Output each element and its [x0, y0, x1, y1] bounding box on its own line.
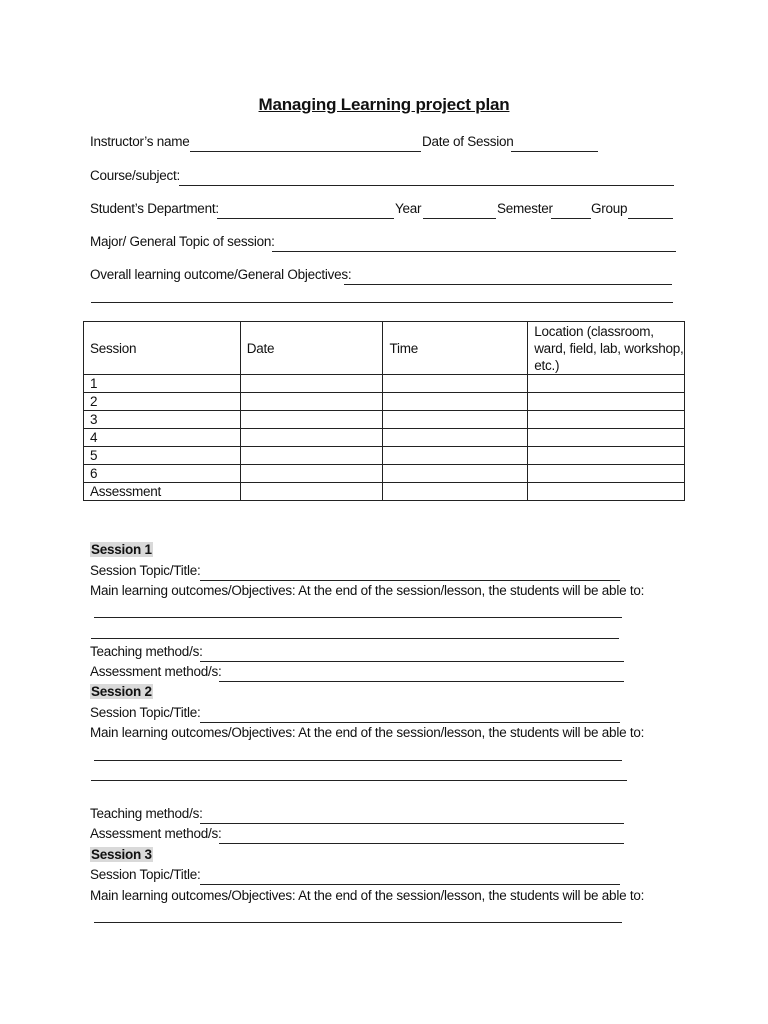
student-department-label: Student’s Department: — [90, 201, 219, 216]
table-row — [84, 429, 685, 447]
table-header-row — [84, 322, 685, 375]
date-cell[interactable] — [240, 393, 383, 411]
overall-outcome-field[interactable] — [344, 266, 672, 285]
session-2-assessment-field[interactable] — [219, 825, 624, 844]
time-cell[interactable] — [383, 411, 528, 429]
row-label: 3 — [84, 411, 241, 429]
row-label: 2 — [84, 393, 241, 411]
row-label: 4 — [84, 429, 241, 447]
location-cell[interactable] — [528, 465, 685, 483]
date-cell[interactable] — [240, 375, 383, 393]
session-1-teaching-label: Teaching method/s: — [90, 644, 203, 659]
session-2-heading-text: Session 2 — [91, 684, 152, 699]
student-department-field[interactable] — [217, 200, 394, 219]
session-3-topic-field[interactable] — [200, 866, 620, 885]
location-cell[interactable] — [528, 447, 685, 465]
location-cell[interactable] — [528, 429, 685, 447]
page-title: Managing Learning project plan — [258, 95, 510, 114]
date-cell[interactable] — [240, 429, 383, 447]
year-field[interactable] — [423, 200, 496, 219]
year-label: Year — [395, 201, 422, 216]
column-header-session: Session — [84, 322, 241, 375]
row-label: Assessment — [84, 483, 241, 501]
major-topic-field[interactable] — [272, 233, 676, 252]
session-3-heading-text: Session 3 — [91, 847, 152, 862]
session-2-outcomes-line-1[interactable] — [94, 760, 622, 761]
course-subject-field[interactable] — [179, 167, 674, 186]
session-2-outcomes-label: Main learning outcomes/Objectives: At the end of the session/lesson, the students will be able to: — [90, 725, 645, 740]
overall-outcome-label: Overall learning outcome/General Objectives: — [90, 267, 352, 282]
session-1-outcomes-line-1[interactable] — [94, 617, 622, 618]
course-subject-label: Course/subject: — [90, 168, 181, 183]
instructor-name-field[interactable] — [190, 133, 421, 152]
major-topic-label: Major/ General Topic of session: — [90, 234, 275, 249]
session-1-topic-label: Session Topic/Title: — [90, 563, 201, 578]
time-cell[interactable] — [383, 483, 528, 501]
table-row — [84, 375, 685, 393]
column-header-date: Date — [240, 322, 383, 375]
session-1-heading-text: Session 1 — [91, 542, 152, 557]
date-cell[interactable] — [240, 483, 383, 501]
session-1-teaching-field[interactable] — [200, 643, 624, 662]
session-2-outcomes-line-2[interactable] — [91, 780, 627, 781]
session-2-teaching-label: Teaching method/s: — [90, 806, 203, 821]
location-cell[interactable] — [528, 375, 685, 393]
semester-label: Semester — [497, 201, 553, 216]
session-3-heading — [90, 846, 153, 864]
table-row — [84, 447, 685, 465]
overall-outcome-field-line2[interactable] — [91, 302, 673, 303]
session-3-outcomes-label: Main learning outcomes/Objectives: At the end of the session/lesson, the students will be able to: — [90, 888, 645, 903]
group-label: Group — [591, 201, 628, 216]
time-cell[interactable] — [383, 393, 528, 411]
date-of-session-label: Date of Session — [422, 134, 514, 149]
group-field[interactable] — [628, 200, 673, 219]
session-1-heading — [90, 541, 153, 559]
time-cell[interactable] — [383, 465, 528, 483]
date-cell[interactable] — [240, 447, 383, 465]
session-1-topic-field[interactable] — [200, 562, 620, 581]
date-cell[interactable] — [240, 411, 383, 429]
session-3-outcomes-line-1[interactable] — [94, 922, 622, 923]
table-row — [84, 465, 685, 483]
time-cell[interactable] — [383, 375, 528, 393]
row-label: 6 — [84, 465, 241, 483]
date-cell[interactable] — [240, 465, 383, 483]
date-of-session-field[interactable] — [511, 133, 598, 152]
session-1-outcomes-line-2[interactable] — [91, 638, 619, 639]
session-1-outcomes-label: Main learning outcomes/Objectives: At the end of the session/lesson, the students will be able to: — [90, 583, 645, 598]
semester-field[interactable] — [551, 200, 591, 219]
session-1-assessment-field[interactable] — [219, 663, 624, 682]
row-label: 1 — [84, 375, 241, 393]
session-2-assessment-label: Assessment method/s: — [90, 826, 222, 841]
location-cell[interactable] — [528, 411, 685, 429]
column-header-location: Location (classroom, ward, field, lab, workshop, etc.) — [528, 322, 685, 375]
session-3-topic-label: Session Topic/Title: — [90, 867, 201, 882]
table-row — [84, 393, 685, 411]
row-label: 5 — [84, 447, 241, 465]
session-2-heading — [90, 683, 153, 701]
session-2-topic-field[interactable] — [200, 704, 620, 723]
session-2-teaching-field[interactable] — [200, 805, 624, 824]
session-2-topic-label: Session Topic/Title: — [90, 705, 201, 720]
table-row — [84, 411, 685, 429]
time-cell[interactable] — [383, 447, 528, 465]
session-1-assessment-label: Assessment method/s: — [90, 664, 222, 679]
location-cell[interactable] — [528, 483, 685, 501]
session-schedule-table — [83, 321, 685, 501]
table-row — [84, 483, 685, 501]
time-cell[interactable] — [383, 429, 528, 447]
location-cell[interactable] — [528, 393, 685, 411]
column-header-time: Time — [383, 322, 528, 375]
instructor-name-label: Instructor’s name — [90, 134, 190, 149]
